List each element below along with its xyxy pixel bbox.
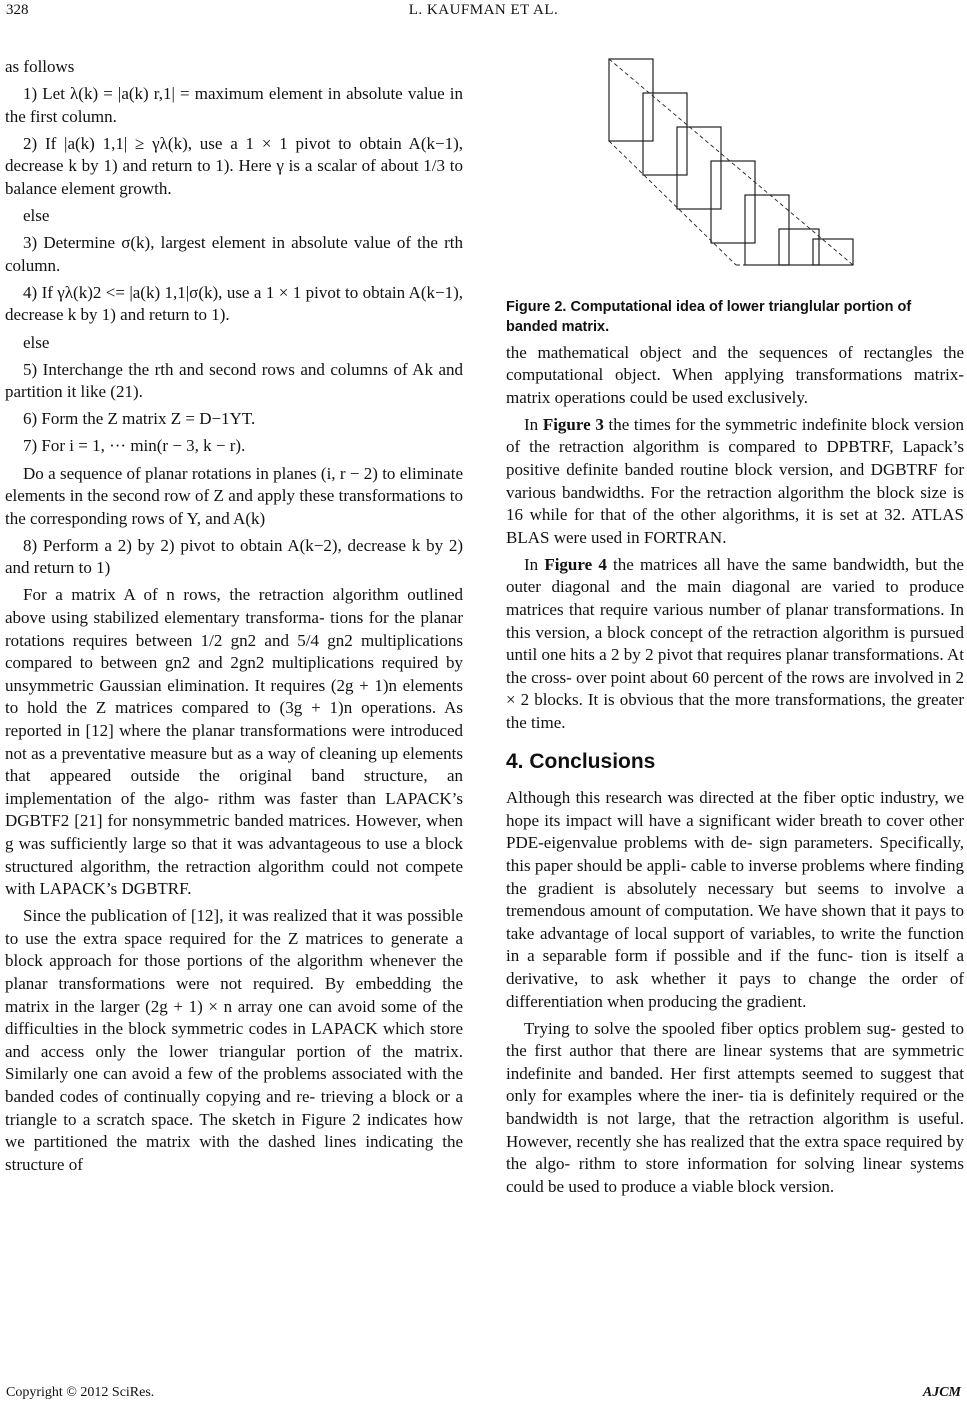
- paragraph-text: the matrices all have the same bandwidth, but the outer diagonal and the main diagonal are varied to produce matrices that require various number of planar transformations. In this version, a block concept of the retraction algorithm is pursued until one hits a 2 by 2 pivot that requires planar transformations. At the cross- over point about 60 percent of the rows are involved in 2 × 2 blocks. It is obvious that the more transformations, the greater the time.: [506, 554, 964, 732]
- figure-caption: Figure 2. Computational idea of lower trianglular portion of banded matrix.: [506, 299, 912, 335]
- band-diagonal-dashed: [609, 141, 736, 265]
- section-heading: 4. Conclusions: [506, 749, 656, 773]
- paragraph: Trying to solve the spooled fiber optics problem sug- gested to the first author that there are linear systems that are symmetric indefinite and banded. Her first attempts seemed to suggest that only for examples where the iner- tia is definitely required or the bandwidth is not large, that the retraction algorithm is useful. However, recently she has realized that the extra space required by the algo- rithm to store information for solving linear systems could be used to produce a viable block version.: [506, 1018, 964, 1196]
- page-footer: [0, 1385, 967, 1409]
- figure-2: [506, 56, 964, 281]
- main-diagonal-dashed: [609, 59, 853, 265]
- block-rect: [643, 93, 687, 175]
- algorithm-step-6: 6) Form the Z matrix Z = D−1YT.: [23, 409, 256, 429]
- paragraph: Since the publication of [12], it was realized that it was possible to use the extra space required for the Z matrices to generate a block approach for those portions of the algorithm whenever the planar transformations were not required. By embedding the matrix in the larger (2g + 1) × n array one can avoid some of the difficulties in the block symmetric codes in LAPACK which store and access only the lower triangular portion of the matrix. Similarly one can avoid a few of the problems associated with the banded codes of continually copying and re- trieving a block or a triangle to a scratch space. The sketch in Figure 2 indicates how we partitioned the matrix with the dashed lines indicating the structure of: [5, 906, 463, 1174]
- algorithm-step-7-detail: Do a sequence of planar rotations in planes (i, r − 2) to eliminate elements in the second row of Z and apply these transformations to the corresponding rows of Y, and A(k): [5, 463, 463, 528]
- block-rect: [711, 161, 755, 243]
- algorithm-step-8: 8) Perform a 2) by 2) pivot to obtain A(k−2), decrease k by 2) and return to 1): [5, 535, 463, 578]
- running-title: L. KAUFMAN ET AL.: [408, 2, 559, 18]
- banded-matrix-sketch: [606, 56, 866, 278]
- algorithm-step-1: 1) Let λ(k) = |a(k) r,1| = maximum element in absolute value in the first column.: [5, 84, 463, 126]
- algorithm-step-5: 5) Interchange the rth and second rows and columns of Ak and partition it like (21).: [5, 359, 463, 402]
- algorithm-step-7: 7) For i = 1, ··· min(r − 3, k − r).: [23, 436, 246, 456]
- paragraph: as follows: [5, 57, 75, 76]
- right-column: [506, 56, 964, 1203]
- copyright: Copyright © 2012 SciRes.: [6, 1385, 155, 1400]
- algorithm-step-3: 3) Determine σ(k), largest element in absolute value of the rth column.: [5, 233, 463, 275]
- paragraph: In Figure 4 the matrices all have the same bandwidth, but the outer diagonal and the main diagonal are varied to produce matrices that require various number of planar transformations. In this version, a block concept of the retraction algorithm is pursued until one hits a 2 by 2 pivot that requires planar transformations. At the cross- over point about 60 percent of the rows are involved in 2 × 2 blocks. It is obvious that the more transformations, the greater the time.: [506, 554, 964, 732]
- block-rect: [609, 59, 653, 141]
- algorithm-else: else: [23, 206, 50, 226]
- figure-ref: Figure 4: [544, 554, 607, 574]
- paragraph: the mathematical object and the sequences of rectangles the computational object. When applying transformations matrix-matrix operations could be used exclusively.: [506, 342, 964, 407]
- algorithm-step-2: 2) If |a(k) 1,1| ≥ γλ(k), use a 1 × 1 pivot to obtain A(k−1), decrease k by 1) and return to 1). Here γ is a scalar of about 1/3 to balance element growth.: [5, 133, 463, 198]
- algorithm-else: else: [23, 332, 50, 352]
- figure-ref: Figure 3: [542, 414, 604, 434]
- paragraph: In Figure 3 the times for the symmetric indefinite block version of the retraction algorithm is compared to DPBTRF, Lapack’s positive definite banded routine block version, and DGBTRF for various bandwidths. For the retraction algorithm the block size is 16 while for that of the other algorithms, it is set at 32. ATLAS BLAS were used in FORTRAN.: [506, 414, 964, 547]
- page-header: [0, 0, 967, 30]
- page-number: 328: [6, 2, 29, 18]
- left-column: [5, 56, 463, 1181]
- block-rect: [677, 127, 721, 209]
- paragraph: Although this research was directed at the fiber optic industry, we hope its impact will have a significant wider breath to cover other PDE-eigenvalue problems with de- sign parameters. Specifically, this paper should be appli- cable to inverse problems where finding the gradient is absolutely necessary but seems to involve a tremendous amount of computation. We have shown that it pays to take advantage of local support of variables, to write the function in a separable form if possible and if the func- tion is itself a derivative, to ask whether it pays to change the order of differentiation when producing the gradient.: [506, 788, 964, 1011]
- algorithm-step-4: 4) If γλ(k)2 <= |a(k) 1,1|σ(k), use a 1 × 1 pivot to obtain A(k−1), decrease k by 1) and return to 1).: [5, 282, 463, 325]
- journal-name: AJCM: [922, 1385, 961, 1400]
- paragraph: For a matrix A of n rows, the retraction algorithm outlined above using stabilized elementary transforma- tions for the planar rotations requires between 1/2 gn2 and 5/4 gn2 multiplications compared to between gn2 and 2gn2 multiplications required by unsymmetric Gaussian elimination. It requires (2g + 1)n elements to hold the Z matrices compared to (3g + 1)n operations. As reported in [12] where the planar transformations were introduced not as a preventative measure but as a way of cleaning up elements that appeared outside the original band structure, an implementation of the algo- rithm was faster than LAPACK’s DGBTF2 [21] for nonsymmetric banded matrices. However, when g was sufficiently large so that it was advantageous to use a block structured algorithm, the retraction algorithm could not compete with LAPACK’s DGBTRF.: [5, 585, 463, 899]
- paragraph-text: the times for the symmetric indefinite block version of the retraction algorithm is compared to DPBTRF, Lapack’s positive definite banded routine block version, and DGBTRF for various bandwidths. For the retraction algorithm the block size is 16 while for that of the other algorithms, it is set at 32. ATLAS BLAS were used in FORTRAN.: [506, 414, 964, 547]
